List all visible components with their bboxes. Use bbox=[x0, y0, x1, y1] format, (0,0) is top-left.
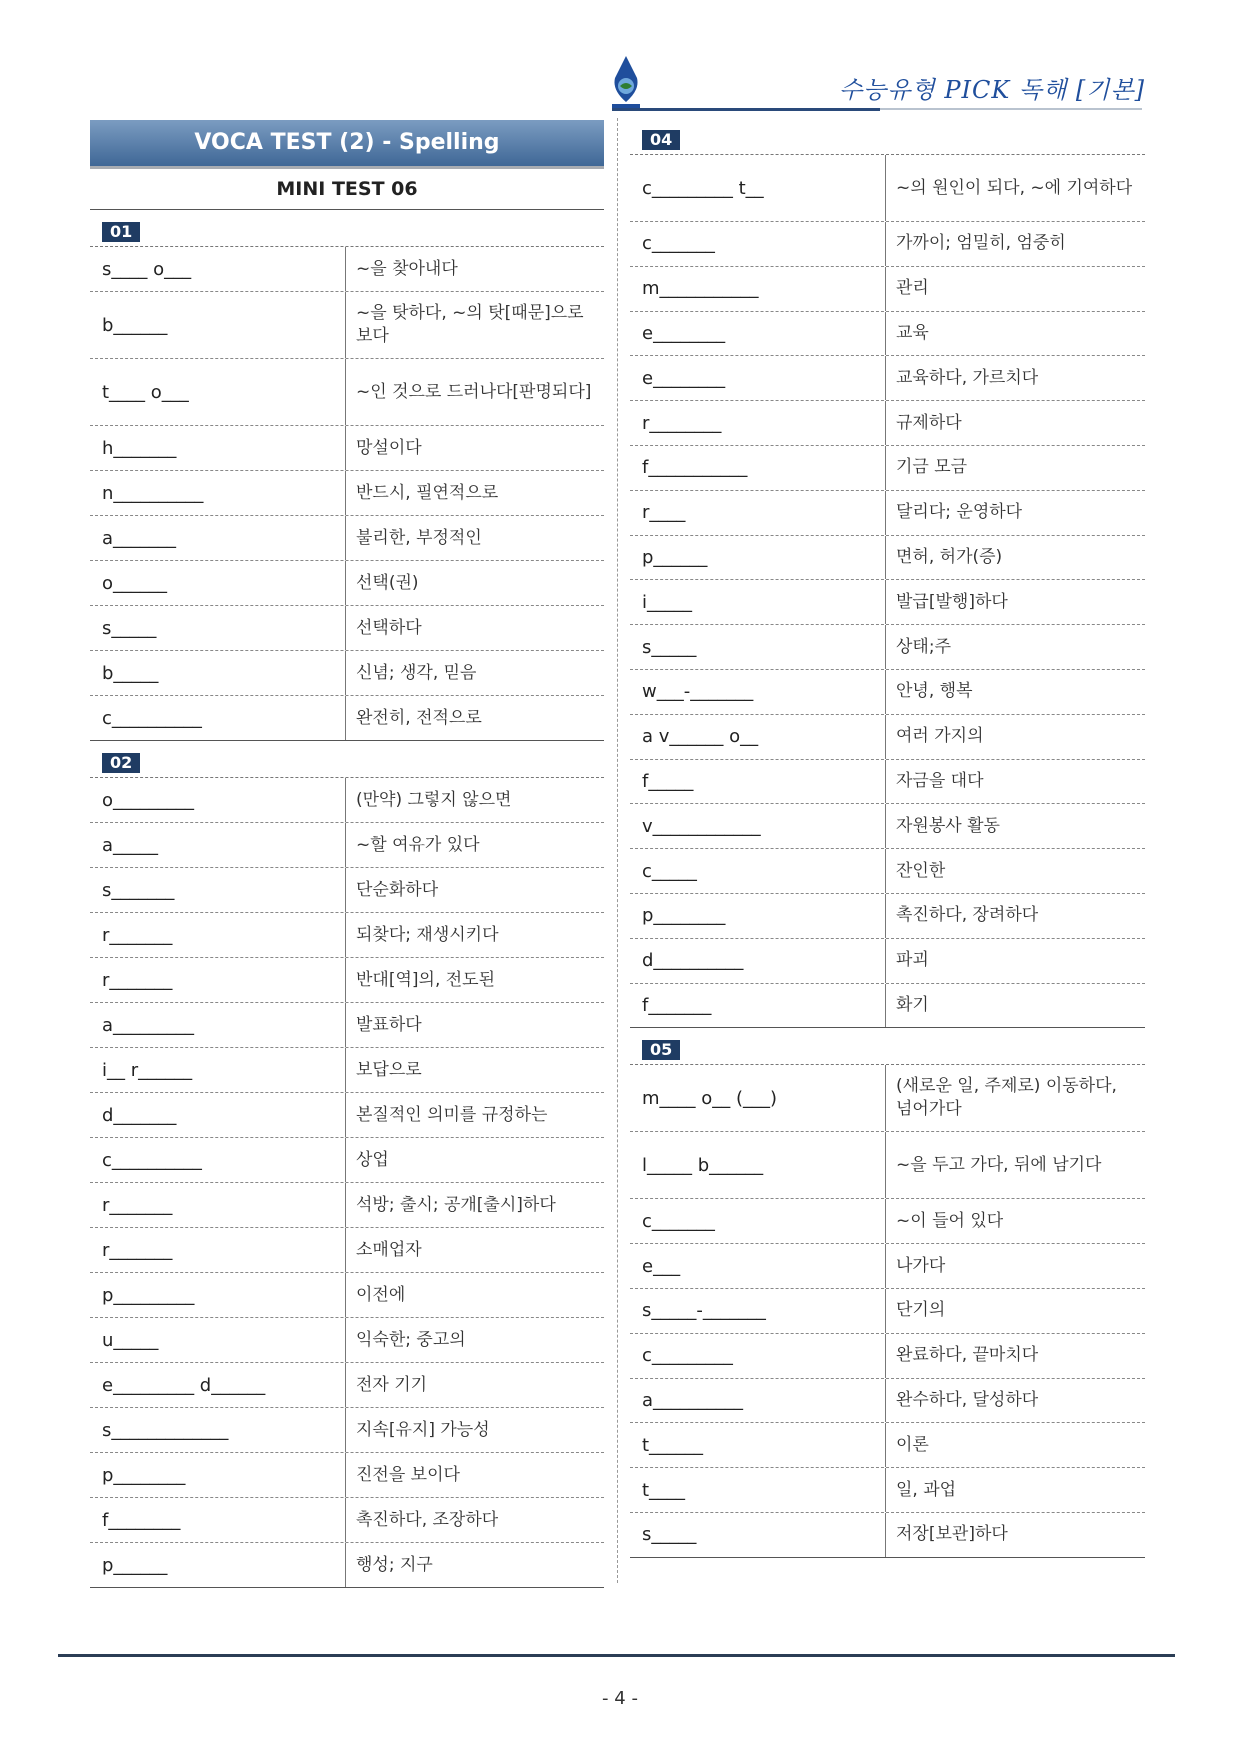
vocab-row bbox=[90, 1498, 604, 1543]
korean-meaning: 관리 bbox=[896, 278, 929, 299]
korean-meaning: 행성; 지구 bbox=[356, 1554, 433, 1575]
vocab-row bbox=[630, 804, 1145, 849]
korean-meaning: 여러 가지의 bbox=[896, 726, 984, 747]
section-header bbox=[630, 118, 1145, 155]
spelling-blank: e________ bbox=[630, 312, 886, 356]
korean-meaning: 나가다 bbox=[896, 1255, 946, 1276]
korean-meaning: 신념; 생각, 믿음 bbox=[356, 662, 477, 683]
spelling-blank: s_____ bbox=[90, 606, 346, 650]
vocab-row bbox=[630, 312, 1145, 357]
korean-meaning: 규제하다 bbox=[896, 412, 962, 433]
korean-meaning: 화기 bbox=[896, 994, 929, 1015]
korean-meaning: 선택(권) bbox=[356, 572, 419, 593]
korean-meaning: 이전에 bbox=[356, 1284, 406, 1305]
korean-meaning: (만약) 그렇지 않으면 bbox=[356, 789, 512, 810]
vocab-row bbox=[630, 715, 1145, 760]
korean-meaning: ~을 탓하다, ~의 탓[때문]으로 보다 bbox=[356, 303, 584, 346]
korean-meaning: 되찾다; 재생시키다 bbox=[356, 924, 499, 945]
korean-meaning: 전자 기기 bbox=[356, 1374, 428, 1395]
korean-meaning: ~인 것으로 드러나다[판명되다] bbox=[356, 381, 592, 402]
korean-meaning: 발급[발행]하다 bbox=[896, 591, 1008, 612]
spelling-blank: b_____ bbox=[90, 651, 346, 695]
spelling-blank: a v______ o__ bbox=[630, 715, 886, 759]
vocab-row bbox=[90, 606, 604, 651]
vocab-row bbox=[630, 267, 1145, 312]
spelling-blank: s_____________ bbox=[90, 1408, 346, 1452]
spelling-blank: p________ bbox=[90, 1453, 346, 1497]
korean-meaning: 촉진하다, 장려하다 bbox=[896, 905, 1039, 926]
spelling-blank: f___________ bbox=[630, 446, 886, 490]
vocab-row bbox=[630, 580, 1145, 625]
spelling-blank: d__________ bbox=[630, 939, 886, 983]
korean-meaning: ~이 들어 있다 bbox=[896, 1210, 1004, 1231]
vocab-row bbox=[90, 1138, 604, 1183]
vocab-row bbox=[630, 1065, 1145, 1132]
spelling-blank: p______ bbox=[90, 1543, 346, 1587]
korean-meaning: ~의 원인이 되다, ~에 기여하다 bbox=[896, 177, 1133, 198]
vocab-row bbox=[90, 1003, 604, 1048]
spelling-blank: s_______ bbox=[90, 868, 346, 912]
pen-nib-icon bbox=[610, 56, 642, 110]
spelling-blank: s_____-_______ bbox=[630, 1289, 886, 1333]
korean-meaning: 잔인한 bbox=[896, 860, 946, 881]
korean-meaning: 반드시, 필연적으로 bbox=[356, 482, 499, 503]
korean-meaning: 완료하다, 끝마치다 bbox=[896, 1345, 1039, 1366]
vocab-row bbox=[90, 471, 604, 516]
page-header bbox=[0, 0, 1240, 115]
korean-meaning: 단기의 bbox=[896, 1300, 946, 1321]
spelling-blank: t____ o___ bbox=[90, 359, 346, 425]
spelling-blank: e_________ d______ bbox=[90, 1363, 346, 1407]
mini-test-title: MINI TEST 06 bbox=[90, 169, 604, 210]
spelling-blank: a_______ bbox=[90, 516, 346, 560]
spelling-blank: f_______ bbox=[630, 984, 886, 1028]
korean-meaning: 교육하다, 가르치다 bbox=[896, 367, 1039, 388]
korean-meaning: 선택하다 bbox=[356, 617, 422, 638]
spelling-blank: i__ r______ bbox=[90, 1048, 346, 1092]
vocab-row bbox=[90, 1453, 604, 1498]
vocab-row bbox=[90, 426, 604, 471]
spelling-blank: r_______ bbox=[90, 1228, 346, 1272]
vocab-row bbox=[630, 1468, 1145, 1513]
korean-meaning: 지속[유지] 가능성 bbox=[356, 1419, 490, 1440]
spelling-blank: s____ o___ bbox=[90, 247, 346, 291]
vocab-row bbox=[90, 868, 604, 913]
korean-meaning: 발표하다 bbox=[356, 1014, 422, 1035]
vocab-row bbox=[90, 359, 604, 426]
korean-meaning: 반대[역]의, 전도된 bbox=[356, 969, 496, 990]
korean-meaning: 석방; 출시; 공개[출시]하다 bbox=[356, 1194, 556, 1215]
korean-meaning: 상업 bbox=[356, 1149, 389, 1170]
vocab-row bbox=[90, 1093, 604, 1138]
korean-meaning: 단순화하다 bbox=[356, 879, 439, 900]
vocab-row bbox=[630, 401, 1145, 446]
korean-meaning: 파괴 bbox=[896, 950, 929, 971]
korean-meaning: 일, 과업 bbox=[896, 1479, 957, 1500]
vocab-row bbox=[90, 1363, 604, 1408]
spelling-blank: a_____ bbox=[90, 823, 346, 867]
section-header bbox=[90, 741, 604, 778]
vocab-row bbox=[90, 778, 604, 823]
spelling-blank: e___ bbox=[630, 1244, 886, 1288]
spelling-blank: p________ bbox=[630, 894, 886, 938]
right-sections bbox=[630, 118, 1145, 1558]
korean-meaning: 망설이다 bbox=[356, 437, 422, 458]
vocab-row bbox=[90, 1543, 604, 1588]
spelling-blank: c_______ bbox=[630, 1199, 886, 1243]
section-header bbox=[630, 1028, 1145, 1065]
korean-meaning: 본질적인 의미를 규정하는 bbox=[356, 1104, 548, 1125]
section-number-badge: 01 bbox=[102, 222, 140, 242]
vocab-row bbox=[630, 1199, 1145, 1244]
test-banner: VOCA TEST (2) - Spelling bbox=[90, 120, 604, 169]
korean-meaning: 불리한, 부정적인 bbox=[356, 527, 482, 548]
vocab-row bbox=[630, 356, 1145, 401]
spelling-blank: c__________ bbox=[90, 696, 346, 740]
spelling-blank: f_____ bbox=[630, 760, 886, 804]
spelling-blank: f________ bbox=[90, 1498, 346, 1542]
korean-meaning: 자원봉사 활동 bbox=[896, 815, 1000, 836]
korean-meaning: ~을 두고 가다, 뒤에 남기다 bbox=[896, 1154, 1102, 1175]
spelling-blank: u_____ bbox=[90, 1318, 346, 1362]
vocab-row bbox=[630, 939, 1145, 984]
spelling-blank: r_______ bbox=[90, 913, 346, 957]
spelling-blank: r____ bbox=[630, 491, 886, 535]
spelling-blank: c_____ bbox=[630, 849, 886, 893]
vocab-row bbox=[630, 155, 1145, 222]
spelling-blank: p_________ bbox=[90, 1273, 346, 1317]
vocab-row bbox=[90, 823, 604, 868]
vocab-row bbox=[90, 1408, 604, 1453]
vocab-row bbox=[90, 651, 604, 696]
vocab-row bbox=[90, 696, 604, 741]
vocab-row bbox=[90, 1228, 604, 1273]
korean-meaning: ~을 찾아내다 bbox=[356, 258, 458, 279]
korean-meaning: 가까이; 엄밀히, 엄중히 bbox=[896, 233, 1066, 254]
vocab-row bbox=[630, 1334, 1145, 1379]
vocab-row bbox=[630, 1513, 1145, 1558]
spelling-blank: n__________ bbox=[90, 471, 346, 515]
korean-meaning: 저장[보관]하다 bbox=[896, 1524, 1008, 1545]
vocab-row bbox=[630, 1132, 1145, 1199]
vocab-row bbox=[630, 760, 1145, 805]
spelling-blank: b______ bbox=[90, 292, 346, 358]
korean-meaning: 이론 bbox=[896, 1434, 929, 1455]
korean-meaning: 보답으로 bbox=[356, 1059, 422, 1080]
left-sections bbox=[90, 210, 604, 1588]
section-number-badge: 02 bbox=[102, 753, 140, 773]
vocab-row bbox=[630, 536, 1145, 581]
vocab-row bbox=[630, 1379, 1145, 1424]
left-column bbox=[90, 120, 604, 1588]
book-title: 수능유형 PICK 독해 [기본] bbox=[838, 76, 1145, 104]
spelling-blank: a__________ bbox=[630, 1379, 886, 1423]
spelling-blank: m___________ bbox=[630, 267, 886, 311]
spelling-blank: r________ bbox=[630, 401, 886, 445]
spelling-blank: w___-_______ bbox=[630, 670, 886, 714]
korean-meaning: 달리다; 운영하다 bbox=[896, 502, 1023, 523]
spelling-blank: d_______ bbox=[90, 1093, 346, 1137]
vocab-row bbox=[90, 1318, 604, 1363]
spelling-blank: o_________ bbox=[90, 778, 346, 822]
spelling-blank: v____________ bbox=[630, 804, 886, 848]
vocab-row bbox=[630, 625, 1145, 670]
vocab-row bbox=[90, 1048, 604, 1093]
korean-meaning: 완전히, 전적으로 bbox=[356, 707, 482, 728]
spelling-blank: c__________ bbox=[90, 1138, 346, 1182]
vocab-row bbox=[630, 1244, 1145, 1289]
page-number: - 4 - bbox=[602, 1688, 638, 1709]
spelling-blank: t______ bbox=[630, 1423, 886, 1467]
spelling-blank: o______ bbox=[90, 561, 346, 605]
section-number-badge: 04 bbox=[642, 130, 680, 150]
spelling-blank: r_______ bbox=[90, 1183, 346, 1227]
column-divider bbox=[617, 118, 618, 1583]
footer-rule bbox=[58, 1654, 1175, 1657]
korean-meaning: 안녕, 행복 bbox=[896, 681, 973, 702]
spelling-blank: e________ bbox=[630, 356, 886, 400]
spelling-blank: s_____ bbox=[630, 625, 886, 669]
korean-meaning: 교육 bbox=[896, 322, 929, 343]
korean-meaning: (새로운 일, 주제로) 이동하다, 넘어가다 bbox=[896, 1076, 1117, 1120]
korean-meaning: ~할 여유가 있다 bbox=[356, 834, 480, 855]
korean-meaning: 상태;주 bbox=[896, 636, 951, 657]
spelling-blank: c_______ bbox=[630, 222, 886, 266]
spelling-blank: p______ bbox=[630, 536, 886, 580]
vocab-row bbox=[90, 292, 604, 359]
spelling-blank: l_____ b______ bbox=[630, 1132, 886, 1198]
vocab-row bbox=[630, 491, 1145, 536]
vocab-row bbox=[630, 1289, 1145, 1334]
vocab-row bbox=[630, 894, 1145, 939]
vocab-row bbox=[90, 958, 604, 1003]
vocab-row bbox=[90, 516, 604, 561]
vocab-row bbox=[630, 222, 1145, 267]
spelling-blank: r_______ bbox=[90, 958, 346, 1002]
korean-meaning: 소매업자 bbox=[356, 1239, 422, 1260]
vocab-row bbox=[90, 913, 604, 958]
vocab-row bbox=[90, 1183, 604, 1228]
vocab-row bbox=[630, 446, 1145, 491]
spelling-blank: c_________ bbox=[630, 1334, 886, 1378]
vocab-row bbox=[90, 1273, 604, 1318]
header-rule-accent bbox=[612, 108, 880, 111]
korean-meaning: 진전을 보이다 bbox=[356, 1464, 460, 1485]
spelling-blank: t____ bbox=[630, 1468, 886, 1512]
korean-meaning: 면허, 허가(증) bbox=[896, 546, 1003, 567]
spelling-blank: s_____ bbox=[630, 1513, 886, 1557]
vocab-row bbox=[630, 849, 1145, 894]
korean-meaning: 기금 모금 bbox=[896, 457, 968, 478]
korean-meaning: 익숙한; 중고의 bbox=[356, 1329, 466, 1350]
spelling-blank: m____ o__ (___) bbox=[630, 1065, 886, 1131]
spelling-blank: i_____ bbox=[630, 580, 886, 624]
vocab-row bbox=[90, 561, 604, 606]
vocab-row bbox=[90, 247, 604, 292]
spelling-blank: c_________ t__ bbox=[630, 155, 886, 221]
section-header bbox=[90, 210, 604, 247]
vocab-row bbox=[630, 1423, 1145, 1468]
vocab-row bbox=[630, 984, 1145, 1029]
korean-meaning: 자금을 대다 bbox=[896, 770, 984, 791]
spelling-blank: h_______ bbox=[90, 426, 346, 470]
vocab-row bbox=[630, 670, 1145, 715]
section-number-badge: 05 bbox=[642, 1040, 680, 1060]
spelling-blank: a_________ bbox=[90, 1003, 346, 1047]
right-column bbox=[630, 118, 1145, 1558]
korean-meaning: 촉진하다, 조장하다 bbox=[356, 1509, 499, 1530]
korean-meaning: 완수하다, 달성하다 bbox=[896, 1389, 1039, 1410]
